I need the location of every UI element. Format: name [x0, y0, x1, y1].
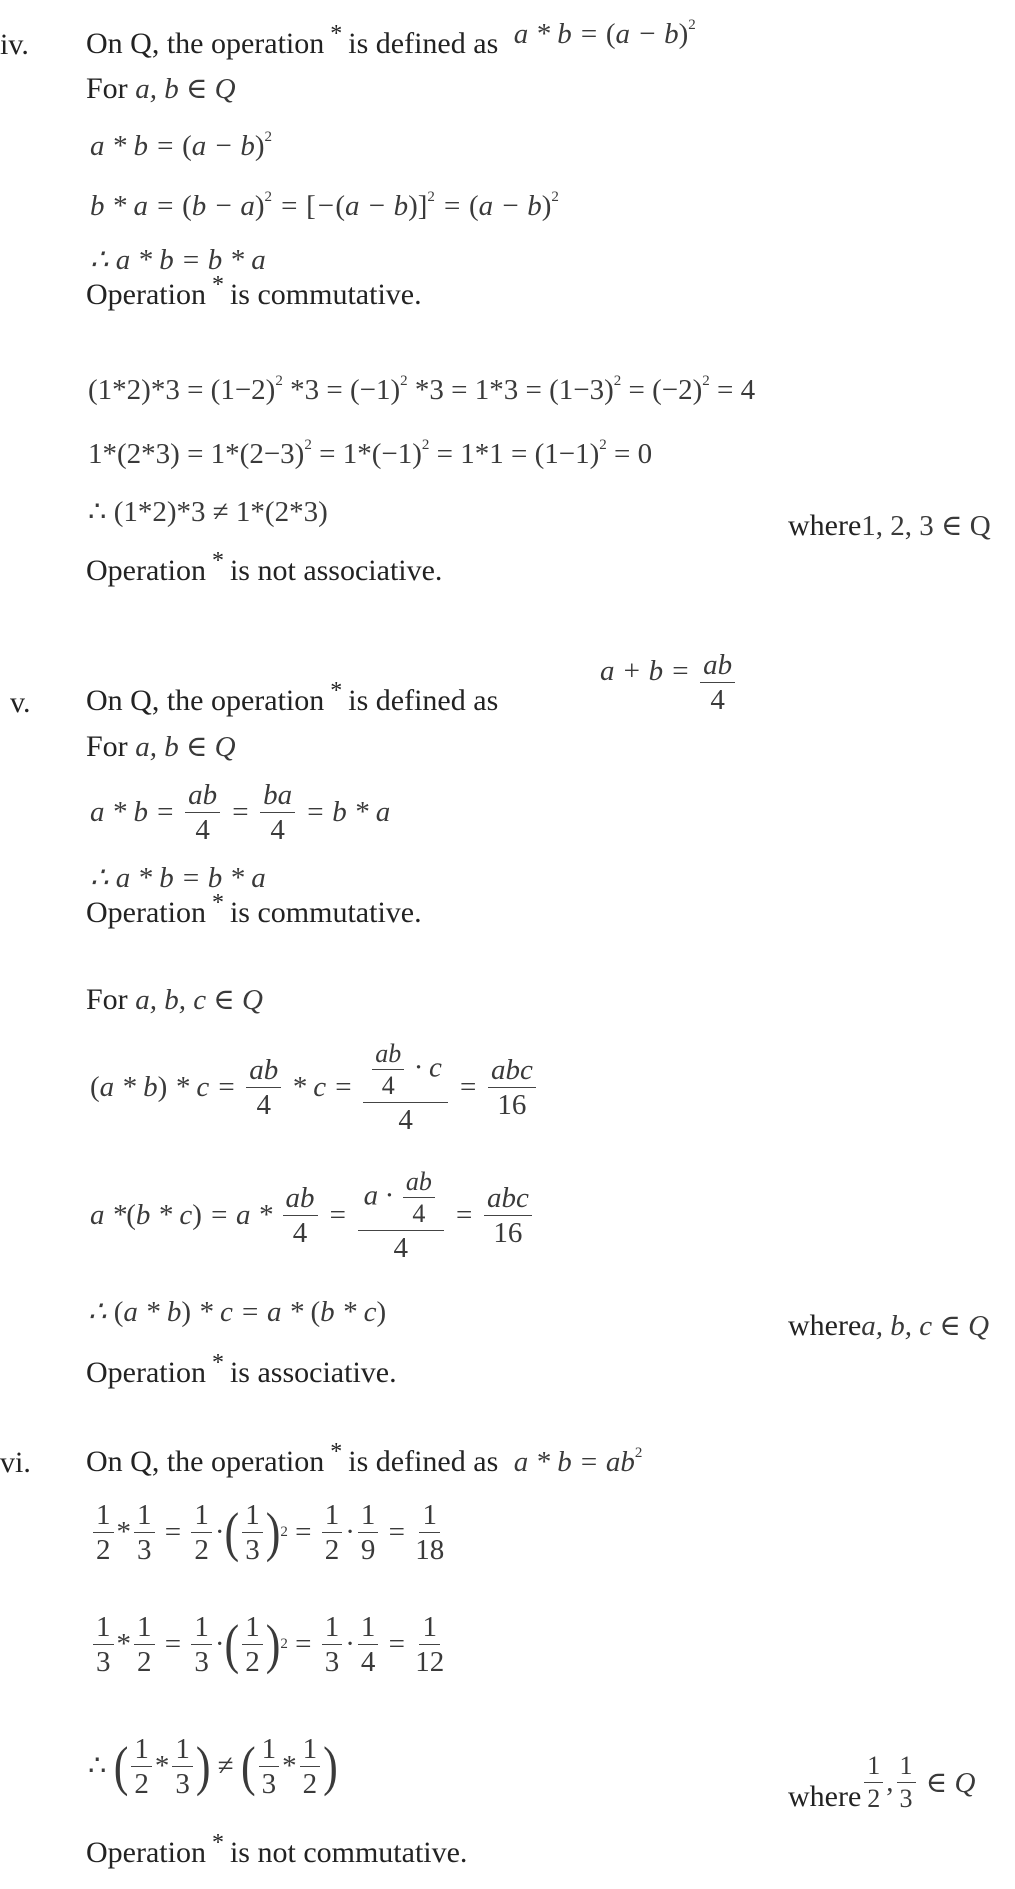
where-clause [788, 508, 991, 543]
equation-line: $1*(2*3) = 1*(2-3)^2 = 1*(-1)^2 = 1*1 = (1-1)^2 = 0$ [88, 437, 653, 470]
where-text: where [788, 1309, 862, 1342]
where-clause [788, 1750, 975, 1814]
conclusion-text: is associative. [229, 1356, 397, 1389]
where-set: a, b, c ∈ Q [861, 1310, 990, 1342]
star-symbol: * [211, 890, 224, 916]
conclusion-text: is not associative. [229, 554, 443, 587]
star-symbol: * [330, 21, 343, 47]
for-set: a, b ∈ Q [135, 73, 236, 105]
equation-line: a * b = ab 4 = ba 4 = b * a [90, 779, 391, 847]
equation-line: 1 2 * 1 3 = 1 2 · ( 1 3 ) 2 = 1 2 · 1 9 = 1 18 [90, 1500, 447, 1566]
conclusion-associative [86, 1350, 397, 1389]
equation-line: $(1*2)*3 = (1-2)^2$ $*3 = (-1)^2$ $*3 = 1*3 = (1-3)^2 = (-2)^2 = 4$ [88, 373, 756, 406]
equation-line: 1 3 * 1 2 = 1 3 · ( 1 2 ) 2 = 1 3 · 1 4 = 1 12 [90, 1612, 447, 1678]
conclusion-not-commutative [86, 1830, 468, 1869]
item-label-iv: iv. [0, 28, 29, 61]
star-symbol: * [211, 548, 224, 574]
operation-word: Operation [86, 554, 206, 587]
star-symbol: * [211, 272, 224, 298]
star-symbol: * [211, 1350, 224, 1376]
therefore-line: ∴ (1*2)*3 ≠ 1*(2*3) [88, 496, 328, 528]
where-set: 1, 2, 3 ∈ Q [861, 510, 991, 542]
star-symbol: * [211, 1830, 224, 1856]
definition-suffix: is defined as [348, 27, 499, 60]
where-set: 1 2 , 1 3 ∈ Q [861, 1752, 975, 1812]
conclusion-text: is commutative. [229, 896, 422, 929]
therefore-line: ∴ a * b = b * a [90, 246, 266, 272]
for-set: a, b ∈ Q [135, 731, 236, 763]
definition-line-iv [86, 17, 696, 60]
operation-word: Operation [86, 1356, 206, 1389]
where-clause [788, 1308, 989, 1343]
therefore-line: ∴ a * b = b * a [90, 864, 266, 890]
for-line [86, 985, 263, 1015]
definition-text: On Q, the operation [86, 27, 325, 60]
definition-formula: a + b = $\frac{ab}{4}$ [600, 650, 738, 716]
equation-line: $b * a = (b - a)^2 = [-(a - b)]^2 = (a - b)^2$ [90, 189, 559, 222]
star-symbol: * [330, 678, 343, 704]
equation-line: $a * b = (a - b)^2$ [90, 129, 272, 162]
conclusion-text: is not commutative. [229, 1836, 468, 1869]
for-set: a, b, c ∈ Q [135, 984, 263, 1016]
where-text: where [788, 509, 862, 542]
definition-text: On Q, the operation [86, 684, 325, 717]
for-text: For [86, 730, 128, 763]
definition-formula: $a * b = (a - b)^2$ [513, 17, 696, 50]
star-symbol: * [330, 1439, 343, 1465]
conclusion-commutative [86, 272, 422, 311]
operation-word: Operation [86, 896, 206, 929]
definition-line-vi [86, 1439, 643, 1478]
conclusion-not-associative [86, 548, 443, 587]
for-line [86, 732, 236, 762]
therefore-line: ∴ ( 1 2 * 1 3 ) ≠ ( 1 3 * 1 2 ) [88, 1733, 338, 1801]
definition-suffix: is defined as [348, 684, 499, 717]
item-label-vi: vi. [0, 1446, 31, 1479]
definition-line-v [86, 678, 499, 717]
conclusion-commutative [86, 890, 422, 929]
definition-suffix: is defined as [348, 1445, 499, 1478]
for-line [86, 74, 236, 104]
operation-word: Operation [86, 1836, 206, 1869]
equation-line: a * ( b * c ) = a * ab 4 = a · $\frac{ab}{4}$ 4 = abc 16 [90, 1168, 535, 1263]
definition-text: On Q, the operation [86, 1445, 325, 1478]
for-text: For [86, 72, 128, 105]
equation-line: ( a * b ) * c = ab 4 * c = $\frac{ab}{4}$ · c 4 = abc 16 [90, 1040, 539, 1135]
operation-word: Operation [86, 278, 206, 311]
item-label-v: v. [10, 686, 31, 719]
where-text: where [788, 1780, 862, 1813]
conclusion-text: is commutative. [229, 278, 422, 311]
for-text: For [86, 983, 128, 1016]
therefore-line: ∴ (a * b) * c = a * (b * c) [88, 1296, 387, 1328]
definition-formula: $a * b = ab^2$ [513, 1445, 643, 1478]
